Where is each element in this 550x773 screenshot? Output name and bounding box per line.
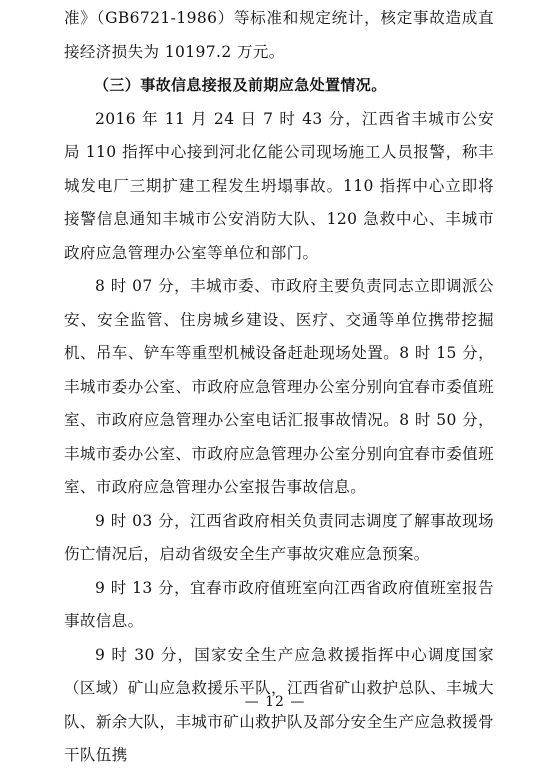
paragraph-city-response: 8 时 07 分，丰城市委、市政府主要负责同志立即调派公安、安全监管、住房城乡建设、医疗、交通等单位携带挖掘机、吊车、铲车等重型机械设备赶赴现场处置。8 时 15 分，丰城市委办公室、市政府应急管理办公室分别向宜春市委值班室、市政府应急管理办公室电话汇报事故情况。8 时 50 分，丰城市委办公室、市政府应急管理办公室分别向宜春市委值班室、市政府应急管理办公室报告事故信息。 xyxy=(64,277,494,496)
paragraph-national-rescue: 9 时 30 分，国家安全生产应急救援指挥中心调度国家（区域）矿山应急救援乐平队，江西省矿山救护总队、丰城大队、新余大队，丰城市矿山救护队及部分安全生产应急救援骨干队伍携 xyxy=(64,645,494,764)
document-body xyxy=(64,2,494,773)
paragraph-yichun-report: 9 时 13 分，宜春市政府值班室向江西省政府值班室报告事故信息。 xyxy=(64,578,494,630)
paragraph-report-received: 2016 年 11 月 24 日 7 时 43 分，江西省丰城市公安局 110 指挥中心接到河北亿能公司现场施工人员报警，称丰城发电厂三期扩建工程发生坍塌事故。110 指挥中心立即将接警信息通知丰城市公安消防大队、120 急救中心、丰城市政府应急管理办公室等单位和部门。 xyxy=(64,109,494,262)
continuation-paragraph: 准》（GB6721-1986）等标准和规定统计，核定事故造成直接经济损失为 10197.2 万元。 xyxy=(64,9,494,61)
paragraph-province-plan: 9 时 03 分，江西省政府相关负责同志调度了解事故现场伤亡情况后，启动省级安全生产事故灾难应急预案。 xyxy=(64,511,494,563)
section-heading: （三）事故信息接报及前期应急处置情况。 xyxy=(94,76,387,94)
page-number: — 12 — xyxy=(244,694,306,710)
